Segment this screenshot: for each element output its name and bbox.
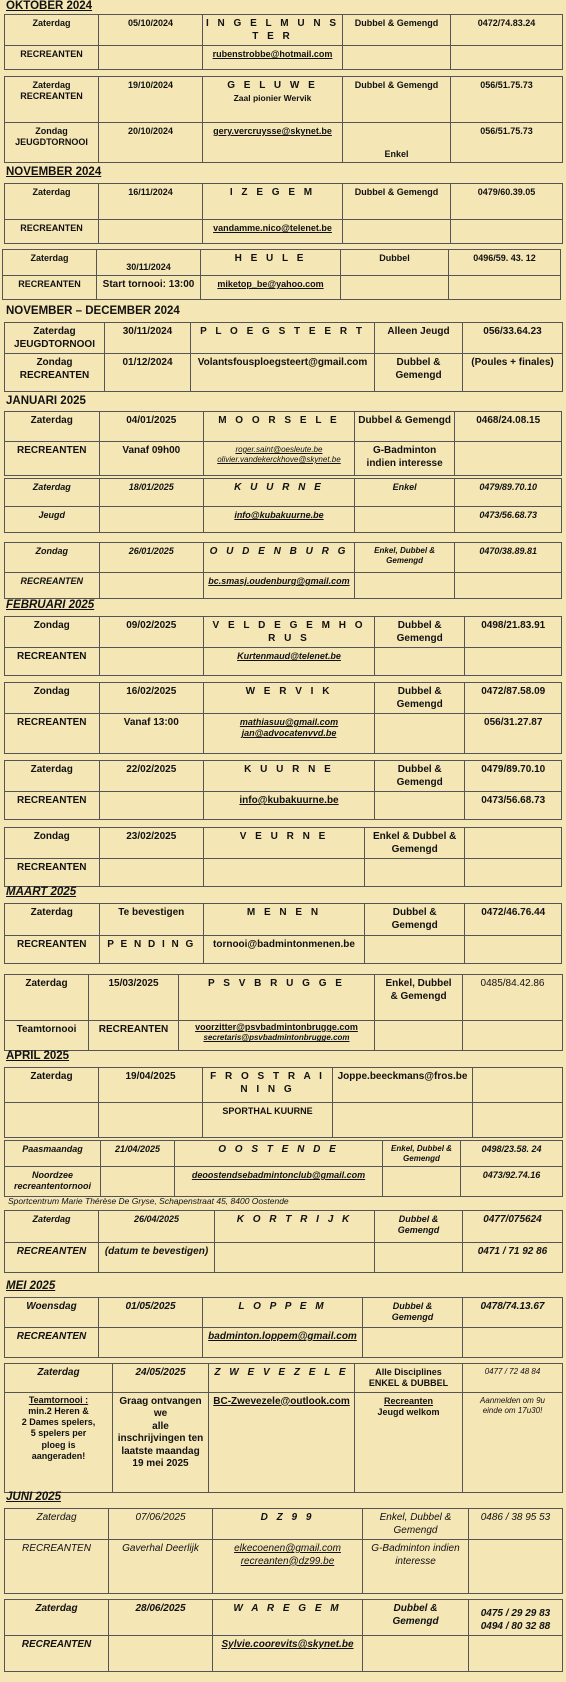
event-day: Paasmaandag — [5, 1141, 101, 1167]
empty-cell — [363, 1636, 469, 1672]
event-venue: Zaal pionier Wervik — [233, 92, 312, 103]
event-date: 28/06/2025 — [109, 1600, 213, 1636]
event-category: Teamtornooi : — [28, 1394, 89, 1405]
event-phone: 0477 / 72 48 84 — [463, 1364, 563, 1393]
event-phone: 0468/24.08.15 — [455, 412, 562, 442]
empty-cell — [465, 936, 562, 964]
empty-cell — [463, 1021, 563, 1051]
event-day: Zaterdag — [5, 479, 100, 507]
event-table-veldegem — [4, 616, 562, 676]
event-city: H E U L E — [201, 250, 341, 276]
event-city: V E L D E G E M H O R U S — [204, 617, 375, 648]
event-table-moorsele — [4, 411, 562, 476]
event-city: I N G E L M U N S T E R — [203, 15, 343, 46]
event-email-link[interactable]: badminton.loppem@gmail.com — [203, 1328, 363, 1358]
empty-cell — [333, 1103, 473, 1138]
event-registration-note: Graag ontvangen we alle inschrijvingen ten laatste maandag 19 mei 2025 — [113, 1392, 209, 1492]
event-category: RECREANTEN — [5, 573, 100, 599]
event-phone: 0472/87.58.09 — [465, 683, 562, 714]
event-email-link[interactable]: info@kubakuurne.be — [204, 507, 355, 533]
event-day: Zondag — [5, 828, 100, 859]
event-type: Enkel & Dubbel & Gemengd — [364, 828, 465, 859]
event-day: Woensdag — [5, 1298, 99, 1328]
empty-cell — [374, 648, 464, 676]
event-day: Zaterdag RECREANTEN — [5, 77, 99, 123]
event-date: 23/02/2025 — [99, 828, 204, 859]
event-type: Dubbel & Gemengd — [343, 184, 451, 220]
event-type: Dubbel & Gemengd — [364, 904, 465, 936]
event-type-2b: Jeugd welkom — [377, 1406, 440, 1417]
empty-cell — [99, 648, 204, 676]
event-email-cell — [179, 1021, 375, 1051]
empty-cell — [375, 1243, 463, 1273]
event-city-cell — [203, 77, 343, 123]
empty-cell — [469, 1636, 563, 1672]
event-date: 04/01/2025 — [99, 412, 204, 442]
empty-cell — [383, 1167, 461, 1197]
event-phone-2: 0473/56.68.73 — [455, 507, 562, 533]
event-category: RECREANTEN — [5, 648, 100, 676]
event-type-2: G-Badminton indien interesse — [354, 442, 455, 476]
empty-cell — [99, 573, 204, 599]
empty-cell — [451, 46, 563, 70]
event-date: 30/11/2024 — [105, 323, 191, 354]
event-date: 01/05/2025 — [99, 1298, 203, 1328]
event-category: RECREANTEN — [5, 859, 100, 887]
event-date-note: (datum te bevestigen) — [99, 1243, 215, 1273]
event-phone: 0498/23.58. 24 — [461, 1141, 563, 1167]
event-category: RECREANTEN — [5, 936, 100, 964]
event-type: Dubbel & Gemengd — [374, 617, 464, 648]
event-category: Zondag JEUGDTORNOOI — [5, 123, 99, 163]
event-phone: 0475 / 29 29 83 0494 / 80 32 88 — [469, 1600, 563, 1636]
event-city: W E R V I K — [204, 683, 375, 714]
event-city: K U U R N E — [204, 761, 375, 792]
event-category: RECREANTEN — [5, 1636, 109, 1672]
event-city: P L O E G S T E E R T — [191, 323, 375, 354]
event-type: Dubbel & Gemengd — [374, 761, 464, 792]
empty-cell — [99, 220, 203, 244]
event-email-link[interactable]: Kurtenmaud@telenet.be — [204, 648, 375, 676]
event-email-link[interactable]: rubenstrobbe@hotmail.com — [203, 46, 343, 70]
event-table-fros — [4, 1067, 563, 1138]
event-city: O O S T E N D E — [175, 1141, 383, 1167]
empty-cell — [364, 859, 465, 887]
event-category: Teamtornooi — [5, 1021, 89, 1051]
event-day: Zaterdag — [5, 1068, 99, 1103]
event-category: RECREANTEN — [5, 1243, 99, 1273]
event-email-link[interactable]: mathiasuu@gmail.com jan@advocatenvvd.be — [204, 714, 375, 754]
event-type: Dubbel & Gemengd — [343, 15, 451, 46]
event-date: 16/11/2024 — [99, 184, 203, 220]
event-day: Zondag — [5, 683, 100, 714]
event-date: 22/02/2025 — [99, 761, 204, 792]
empty-cell — [473, 1068, 563, 1103]
event-email-link-2[interactable]: secretaris@psvbadmintonbrugge.com — [203, 1033, 350, 1043]
event-category: RECREANTEN — [3, 276, 97, 300]
empty-cell — [99, 859, 204, 887]
event-city: G E L U W E — [227, 80, 318, 91]
empty-cell — [354, 573, 455, 599]
event-date: 26/04/2025 — [99, 1211, 215, 1243]
event-date: 15/03/2025 — [89, 975, 179, 1021]
empty-cell — [363, 1328, 463, 1358]
empty-cell — [463, 1328, 563, 1358]
event-table-waregem — [4, 1599, 563, 1672]
event-venue: SPORTHAL KUURNE — [203, 1103, 333, 1138]
event-phone: 0486 / 38 95 53 — [469, 1509, 563, 1540]
event-date-2: 01/12/2024 — [105, 354, 191, 392]
event-type: Dubbel & Gemengd — [363, 1600, 469, 1636]
event-phone: 0479/60.39.05 — [451, 184, 563, 220]
event-subcategory: RECREANTEN — [89, 1021, 179, 1051]
empty-cell — [204, 859, 365, 887]
empty-cell — [469, 1540, 563, 1594]
event-table-dz99 — [4, 1508, 563, 1594]
event-category: Zondag RECREANTEN — [5, 354, 105, 392]
event-phone: 056/51.75.73 — [451, 77, 563, 123]
event-table-wervik — [4, 682, 562, 754]
event-city: K U U R N E — [204, 479, 355, 507]
event-city: P S V B R U G G E — [179, 975, 375, 1021]
empty-cell — [215, 1243, 375, 1273]
event-type: Dubbel & Gemengd — [363, 1298, 463, 1328]
event-phone: 0472/46.76.44 — [465, 904, 562, 936]
event-email-link[interactable]: Joppe.beeckmans@fros.be — [333, 1068, 473, 1103]
event-category: RECREANTEN — [5, 714, 100, 754]
empty-cell — [451, 220, 563, 244]
event-date: Te bevestigen — [99, 904, 204, 936]
event-email-link[interactable]: vandamme.nico@telenet.be — [203, 220, 343, 244]
event-phone: 0498/21.83.91 — [465, 617, 562, 648]
event-phone: 0470/38.89.81 — [455, 543, 562, 573]
event-table-veurne — [4, 827, 562, 887]
month-heading-februari: FEBRUARI 2025 — [6, 599, 95, 611]
event-table-psv-brugge — [4, 974, 563, 1051]
empty-cell — [99, 1328, 203, 1358]
event-phone: 0477/075624 — [463, 1211, 563, 1243]
event-type-2: G-Badminton indien interesse — [363, 1540, 469, 1594]
event-team-info — [5, 1392, 113, 1492]
event-type-2: Enkel — [343, 123, 451, 163]
event-date: 30/11/2024 — [97, 250, 201, 276]
event-table-izegem — [4, 183, 563, 244]
event-phone-2: 0473/92.74.16 — [461, 1167, 563, 1197]
event-day: Zaterdag — [5, 904, 100, 936]
event-type: Alleen Jeugd — [375, 323, 463, 354]
event-email-link[interactable]: deoostendsebadmintonclub@gmail.com — [175, 1167, 383, 1197]
event-day: Zaterdag — [3, 250, 97, 276]
event-day: Zaterdag JEUGDTORNOOI — [5, 323, 105, 354]
empty-cell — [343, 46, 451, 70]
empty-cell — [465, 648, 562, 676]
month-heading-maart: MAART 2025 — [6, 886, 77, 898]
month-heading-januari: JANUARI 2025 — [6, 395, 86, 407]
event-table-kortrijk — [4, 1210, 563, 1273]
event-city: K O R T R I J K — [215, 1211, 375, 1243]
event-city: W A R E G E M — [213, 1600, 363, 1636]
empty-cell — [343, 220, 451, 244]
event-day: Zaterdag — [5, 975, 89, 1021]
empty-cell — [99, 507, 204, 533]
event-city: M O O R S E L E — [204, 412, 355, 442]
event-email-link[interactable]: info@kubakuurne.be — [204, 792, 375, 820]
event-day: Zondag — [5, 543, 100, 573]
event-type-2: Dubbel & Gemengd — [375, 354, 463, 392]
event-category: RECREANTEN — [5, 1328, 99, 1358]
event-email-link[interactable]: Volantsfousploegsteert@gmail.com — [191, 354, 375, 392]
event-type: Dubbel & Gemengd — [354, 412, 455, 442]
event-phone: 0496/59. 43. 12 — [449, 250, 561, 276]
empty-cell — [354, 507, 455, 533]
event-category: RECREANTEN — [5, 46, 99, 70]
event-type: Enkel — [354, 479, 455, 507]
event-city: O U D E N B U R G — [204, 543, 355, 573]
event-day: Zaterdag — [5, 1600, 109, 1636]
event-date: 18/01/2025 — [99, 479, 204, 507]
event-email-link[interactable]: voorzitter@psvbadmintonbrugge.com — [195, 1022, 358, 1032]
event-email-link[interactable]: roger.saint@oesleute.be olivier.vandekerckhove@skynet.be — [204, 442, 355, 476]
event-type-2-cell — [355, 1392, 463, 1492]
event-date: 26/01/2025 — [99, 543, 204, 573]
event-table-ploegsteert — [4, 322, 563, 392]
event-date: 24/05/2025 — [113, 1364, 209, 1393]
event-phone: 056/33.64.23 — [463, 323, 563, 354]
event-city: D Z 9 9 — [213, 1509, 363, 1540]
event-city: I Z E G E M — [203, 184, 343, 220]
event-type: Dubbel — [341, 250, 449, 276]
event-phone-2: 0473/56.68.73 — [465, 792, 562, 820]
event-table-heule — [2, 249, 561, 300]
event-date: 07/06/2025 — [109, 1509, 213, 1540]
event-date: 21/04/2025 — [101, 1141, 175, 1167]
event-table-geluwe — [4, 76, 563, 163]
empty-cell — [99, 46, 203, 70]
event-table-kuurne-2 — [4, 760, 562, 820]
event-table-kuurne-1 — [4, 478, 562, 533]
event-date: 19/04/2025 — [99, 1068, 203, 1103]
empty-cell — [374, 792, 464, 820]
event-email-link[interactable]: bc.smasj.oudenburg@gmail.com — [204, 573, 355, 599]
event-date: 19/10/2024 — [99, 77, 203, 123]
event-start-time: Vanaf 09h00 — [99, 442, 204, 476]
event-phone-2: 056/51.75.73 — [451, 123, 563, 163]
event-date: 09/02/2025 — [99, 617, 204, 648]
event-date-2: 20/10/2024 — [99, 123, 203, 163]
event-day: Zaterdag — [5, 184, 99, 220]
empty-cell — [465, 859, 562, 887]
empty-cell — [375, 1021, 463, 1051]
event-status: P E N D I N G — [99, 936, 204, 964]
event-city: M E N E N — [204, 904, 365, 936]
event-phone: 0479/89.70.10 — [455, 479, 562, 507]
event-phone-2: 056/31.27.87 — [465, 714, 562, 754]
event-city: F R O S T R A I N I N G — [203, 1068, 333, 1103]
event-type: Dubbel & Gemengd — [375, 1211, 463, 1243]
empty-cell — [101, 1167, 175, 1197]
event-day: Zondag — [5, 617, 100, 648]
event-day: Zaterdag — [5, 1509, 109, 1540]
event-start-time: Start tornooi: 13:00 — [97, 276, 201, 300]
event-type: Enkel, Dubbel & Gemengd — [363, 1509, 469, 1540]
month-heading-november: NOVEMBER 2024 — [6, 166, 102, 178]
event-phone: 0478/74.13.67 — [463, 1298, 563, 1328]
empty-cell — [341, 276, 449, 300]
event-start-time: Vanaf 13:00 — [99, 714, 204, 754]
event-day: Zaterdag — [5, 1364, 113, 1393]
event-type: Enkel, Dubbel & Gemengd — [354, 543, 455, 573]
event-day: Zaterdag — [5, 1211, 99, 1243]
event-email-link[interactable]: BC-Zwevezele@outlook.com — [209, 1392, 355, 1492]
event-type: Enkel, Dubbel & Gemengd — [375, 975, 463, 1021]
event-city: L O P P E M — [203, 1298, 363, 1328]
event-category: RECREANTEN — [5, 1540, 109, 1594]
event-category: RECREANTEN — [5, 442, 100, 476]
event-table-zwevezele — [4, 1363, 563, 1493]
month-heading-mei: MEI 2025 — [6, 1280, 56, 1292]
empty-cell — [109, 1636, 213, 1672]
event-table-oudenburg — [4, 542, 562, 599]
empty-cell — [99, 792, 204, 820]
event-phone-2: Aanmelden om 9u einde om 17u30! — [463, 1392, 563, 1492]
month-heading-juni: JUNI 2025 — [6, 1491, 61, 1503]
event-city: V E U R N E — [204, 828, 365, 859]
event-day: Zaterdag — [5, 761, 100, 792]
event-venue: Gaverhal Deerlijk — [109, 1540, 213, 1594]
empty-cell — [364, 936, 465, 964]
event-team-rules: min.2 Heren & 2 Dames spelers, 5 spelers per ploeg is aangeraden! — [21, 1405, 96, 1461]
event-phone: 0479/89.70.10 — [465, 761, 562, 792]
event-category: Noordzee recreantentornooi — [5, 1167, 101, 1197]
event-date: 05/10/2024 — [99, 15, 203, 46]
event-table-oostende — [4, 1140, 563, 1197]
event-day: Zaterdag — [5, 15, 99, 46]
month-heading-oktober: OKTOBER 2024 — [6, 0, 93, 12]
empty-cell — [455, 573, 562, 599]
event-email-link[interactable]: elkecoenen@gmail.com recreanten@dz99.be — [213, 1540, 363, 1594]
event-email-link[interactable]: gery.vercruysse@skynet.be — [203, 123, 343, 163]
event-email-link[interactable]: Sylvie.coorevits@skynet.be — [213, 1636, 363, 1672]
event-table-menen — [4, 903, 562, 964]
event-phone: 0472/74.83.24 — [451, 15, 563, 46]
empty-cell — [99, 1103, 203, 1138]
event-date: 16/02/2025 — [99, 683, 204, 714]
empty-cell — [465, 828, 562, 859]
event-type: Alle Disciplines ENKEL & DUBBEL — [355, 1364, 463, 1393]
event-city: Z W E V E Z E L E — [209, 1364, 355, 1393]
event-phone-2: (Poules + finales) — [463, 354, 563, 392]
empty-cell — [473, 1103, 563, 1138]
event-category: RECREANTEN — [5, 220, 99, 244]
empty-cell — [449, 276, 561, 300]
month-heading-nov-dec: NOVEMBER – DECEMBER 2024 — [6, 305, 180, 317]
event-phone: 0485/84.42.86 — [463, 975, 563, 1021]
event-category: RECREANTEN — [5, 792, 100, 820]
event-type: Enkel, Dubbel & Gemengd — [383, 1141, 461, 1167]
event-table-ingelmunster — [4, 14, 563, 70]
event-type: Dubbel & Gemengd — [374, 683, 464, 714]
month-heading-april: APRIL 2025 — [6, 1050, 70, 1062]
event-type: Dubbel & Gemengd — [343, 77, 451, 123]
event-phone-2: 0471 / 71 92 86 — [463, 1243, 563, 1273]
event-table-loppem — [4, 1297, 563, 1358]
event-email-link[interactable]: tornooi@badmintonmenen.be — [204, 936, 365, 964]
event-email-link[interactable]: miketop_be@yahoo.com — [201, 276, 341, 300]
empty-cell — [455, 442, 562, 476]
venue-address-note: Sportcentrum Marie Thérèse De Gryse, Schapenstraat 45, 8400 Oostende — [8, 1196, 289, 1206]
event-day: Zaterdag — [5, 412, 100, 442]
event-category: Jeugd — [5, 507, 100, 533]
empty-cell — [374, 714, 464, 754]
empty-cell — [5, 1103, 99, 1138]
event-type-2: Recreanten — [383, 1395, 434, 1406]
